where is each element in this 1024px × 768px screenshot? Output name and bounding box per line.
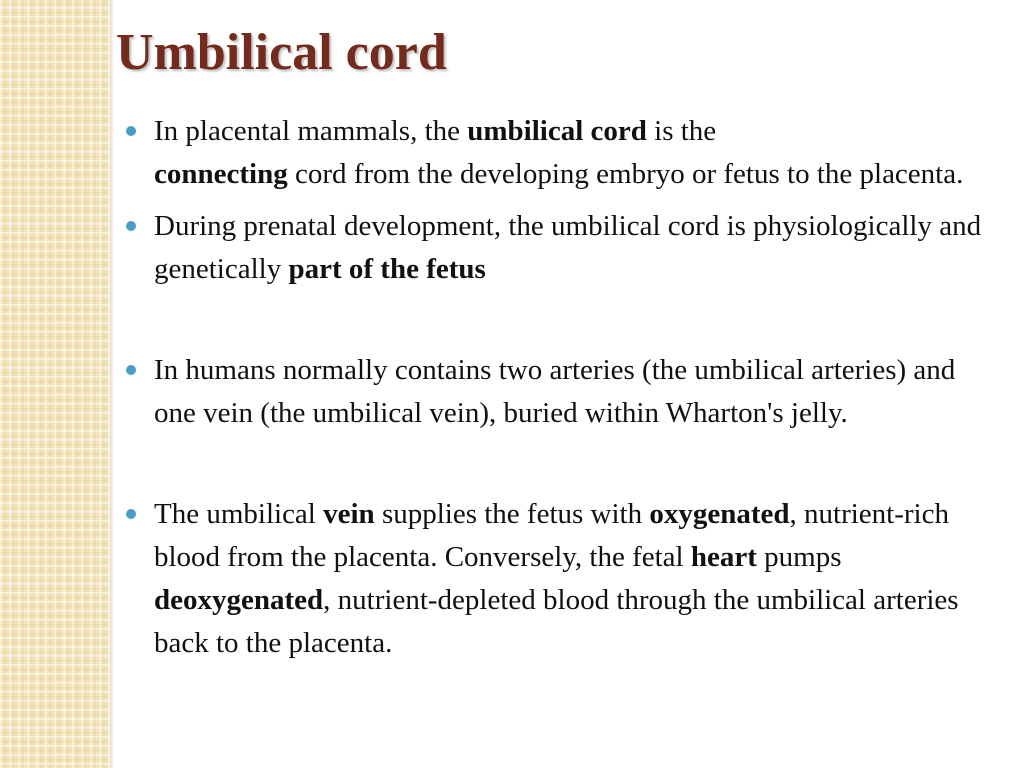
bullet-text-bold-segment: vein (323, 498, 375, 530)
bullet-item-1 (124, 110, 1004, 196)
bullet-text-bold-segment: umbilical cord (467, 115, 647, 147)
bullet-text-segment: , nutrient-depleted blood through the umbilical arteries back to the placenta. (154, 584, 959, 659)
bullet-text-bold-segment: deoxygenated (154, 584, 324, 616)
bullet-text-bold-segment: connecting (154, 158, 288, 190)
bullet-text-bold-segment: part of the fetus (288, 253, 486, 285)
bullet-text-segment: is the (646, 115, 717, 147)
bullet-list (124, 110, 1004, 665)
side-strip-edge (110, 0, 114, 768)
decorative-side-strip (0, 0, 110, 768)
bullet-text-segment: supplies the fetus with (374, 498, 650, 530)
bullet-text-segment: In placental mammals, the (154, 115, 468, 147)
bullet-dot-icon (126, 126, 136, 136)
bullet-text-segment: The umbilical (154, 498, 324, 530)
slide-title: Umbilical cord (116, 24, 447, 81)
bullet-item-4 (124, 493, 1004, 665)
bullet-text-bold-segment: heart (690, 541, 757, 573)
bullet-text-segment: , nutrient-rich blood from the placenta. Conversely, the fetal (154, 498, 949, 573)
bullet-text-segment: cord from the developing embryo or fetus to the placenta. (287, 158, 964, 190)
bullet-dot-icon (126, 509, 136, 519)
bullet-text-segment: In humans normally contains two arteries (the umbilical arteries) and one vein (the umbilical vein), buried within Wharton's jelly. (154, 354, 956, 429)
bullet-text-segment: During prenatal development, the umbilical cord is physiologically and genetically (154, 210, 982, 285)
bullet-dot-icon (126, 365, 136, 375)
bullet-text-bold-segment: oxygenated (649, 498, 790, 530)
bullet-text-segment: pumps (756, 541, 842, 573)
bullet-dot-icon (126, 221, 136, 231)
bullet-item-2 (124, 205, 1004, 291)
bullet-item-3 (124, 349, 1004, 435)
